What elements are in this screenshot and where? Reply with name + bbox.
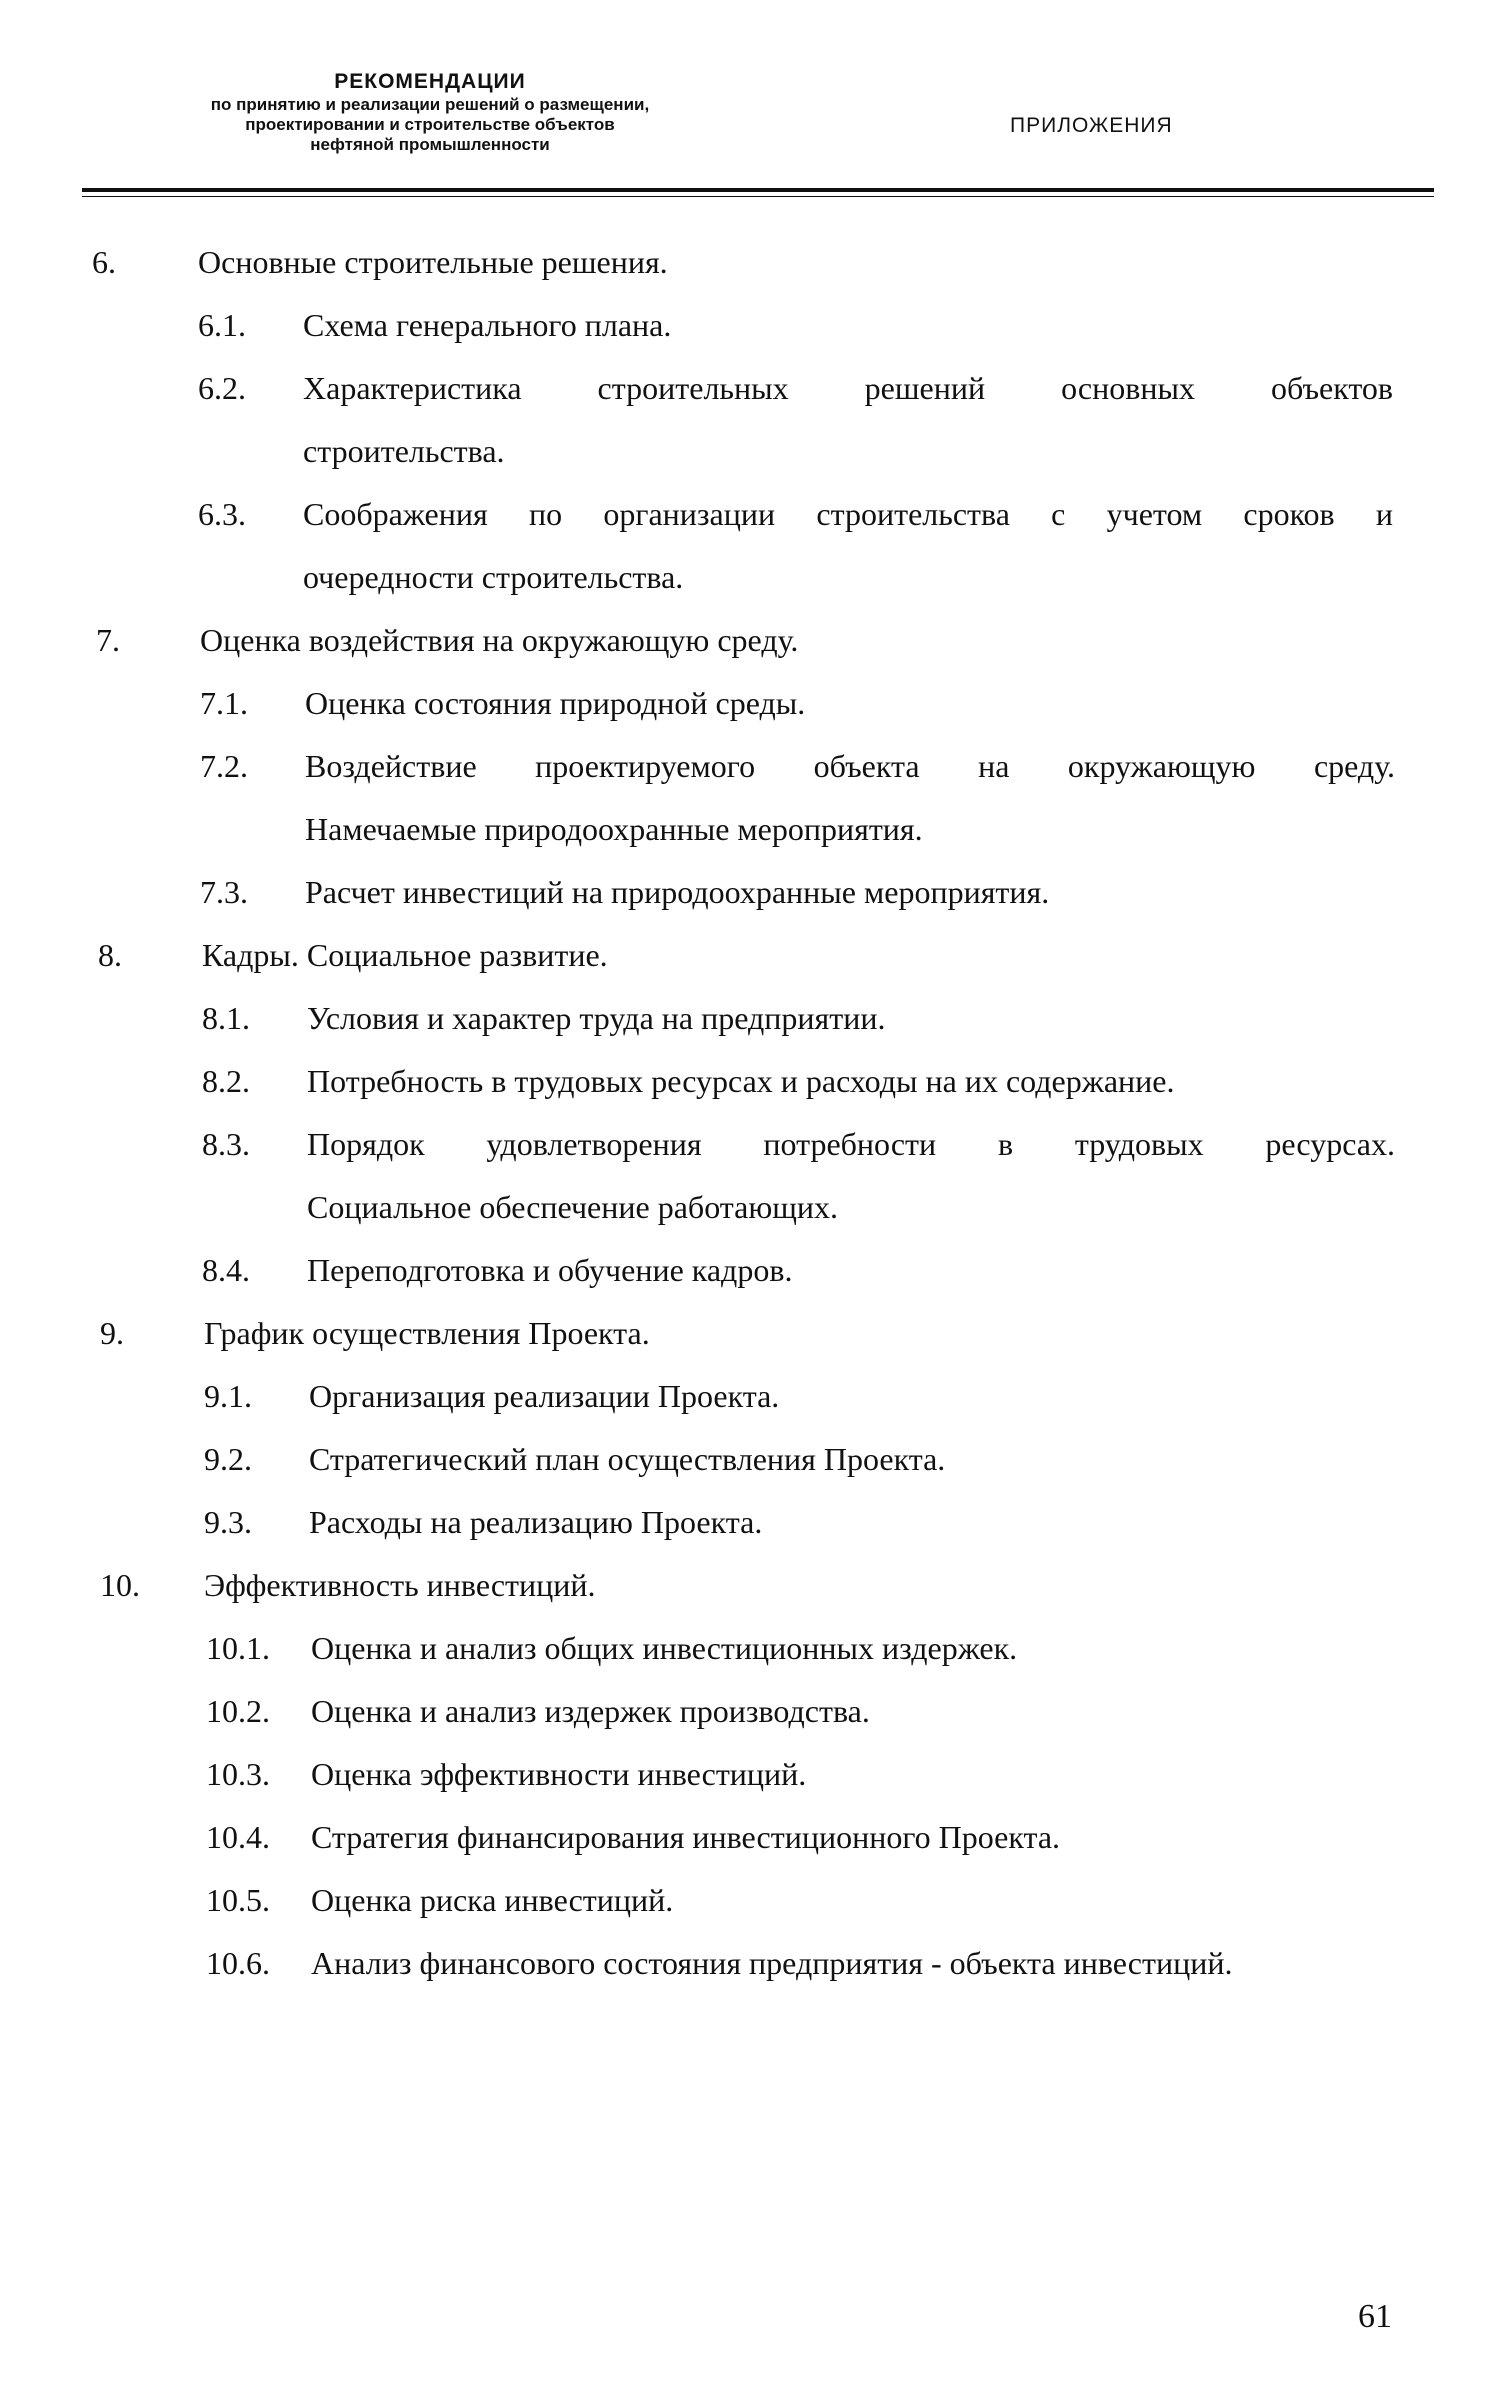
toc-title: Расчет инвестиций на природоохранные мероприятия. [305,874,1050,910]
toc-title: Стратегия финансирования инвестиционного Проекта. [311,1819,1061,1855]
toc-title-continuation: очередности строительства. [303,559,684,595]
toc-title: Оценка и анализ издержек производства. [311,1693,870,1729]
toc-title: Оценка воздействия на окружающую среду. [200,622,799,658]
toc-title: Кадры. Социальное развитие. [202,937,608,973]
toc-number: 8.3. [202,1126,250,1162]
header-title: РЕКОМЕНДАЦИИ [334,70,526,93]
header-divider [82,188,1434,192]
toc-title: Соображения по организации строительства с учетом сроков и [303,496,1393,532]
toc-number: 9.2. [204,1441,252,1477]
toc-number: 6.1. [198,307,246,343]
toc-number: 10.4. [206,1819,270,1855]
toc-title: Стратегический план осуществления Проекта. [309,1441,946,1477]
toc-title: Порядок удовлетворения потребности в трудовых ресурсах. [307,1126,1395,1162]
header-subtitle-line: нефтяной промышленности [310,134,550,154]
toc-title: Расходы на реализацию Проекта. [309,1504,763,1540]
toc-title-continuation: Социальное обеспечение работающих. [307,1189,839,1225]
toc-number: 9.1. [204,1378,252,1414]
toc-title-continuation: строительства. [303,433,505,469]
toc-number: 8. [98,937,122,973]
toc-title: Потребность в трудовых ресурсах и расходы на их содержание. [307,1063,1175,1099]
toc-number: 7.1. [200,685,248,721]
toc-number: 6.2. [198,370,246,406]
toc-number: 9.3. [204,1504,252,1540]
header-title-block [130,70,730,155]
toc-number: 8.2. [202,1063,250,1099]
toc-number: 10. [100,1567,140,1603]
toc-number: 7. [96,622,120,658]
header-subtitle-line: по принятию и реализации решений о размещении, [210,94,650,114]
toc-number: 10.3. [206,1756,270,1792]
toc-title: Переподготовка и обучение кадров. [307,1252,793,1288]
toc-number: 6.3. [198,496,246,532]
header-subtitle-line: проектировании и строительстве объектов [245,114,615,134]
toc-title: Оценка и анализ общих инвестиционных издержек. [311,1630,1018,1666]
toc-number: 7.3. [200,874,248,910]
header-divider [82,196,1434,197]
toc-number: 6. [92,244,116,280]
toc-number: 8.1. [202,1000,250,1036]
toc-title: Эффективность инвестиций. [204,1567,596,1603]
toc-number: 10.2. [206,1693,270,1729]
toc-number: 9. [100,1315,124,1351]
toc-title: Основные строительные решения. [198,244,668,280]
toc-number: 8.4. [202,1252,250,1288]
toc-title: Оценка состояния природной среды. [305,685,806,721]
toc-number: 10.5. [206,1882,270,1918]
page-number: 61 [1358,2298,1392,2335]
toc-title: Схема генерального плана. [303,307,672,343]
toc-number: 10.1. [206,1630,270,1666]
toc-title: Характеристика строительных решений основных объектов [303,370,1393,406]
toc-number: 7.2. [200,748,248,784]
toc-title: Воздействие проектируемого объекта на окружающую среду. [305,748,1395,784]
toc-title: График осуществления Проекта. [204,1315,650,1351]
toc-title: Организация реализации Проекта. [309,1378,780,1414]
toc-title: Анализ финансового состояния предприятия - объекта инвестиций. [311,1945,1233,1981]
toc-title: Оценка риска инвестиций. [311,1882,674,1918]
toc-title: Оценка эффективности инвестиций. [311,1756,807,1792]
header-section-label: ПРИЛОЖЕНИЯ [1010,114,1173,137]
toc-number: 10.6. [206,1945,270,1981]
toc-title-continuation: Намечаемые природоохранные мероприятия. [305,811,923,847]
toc-title: Условия и характер труда на предприятии. [307,1000,886,1036]
